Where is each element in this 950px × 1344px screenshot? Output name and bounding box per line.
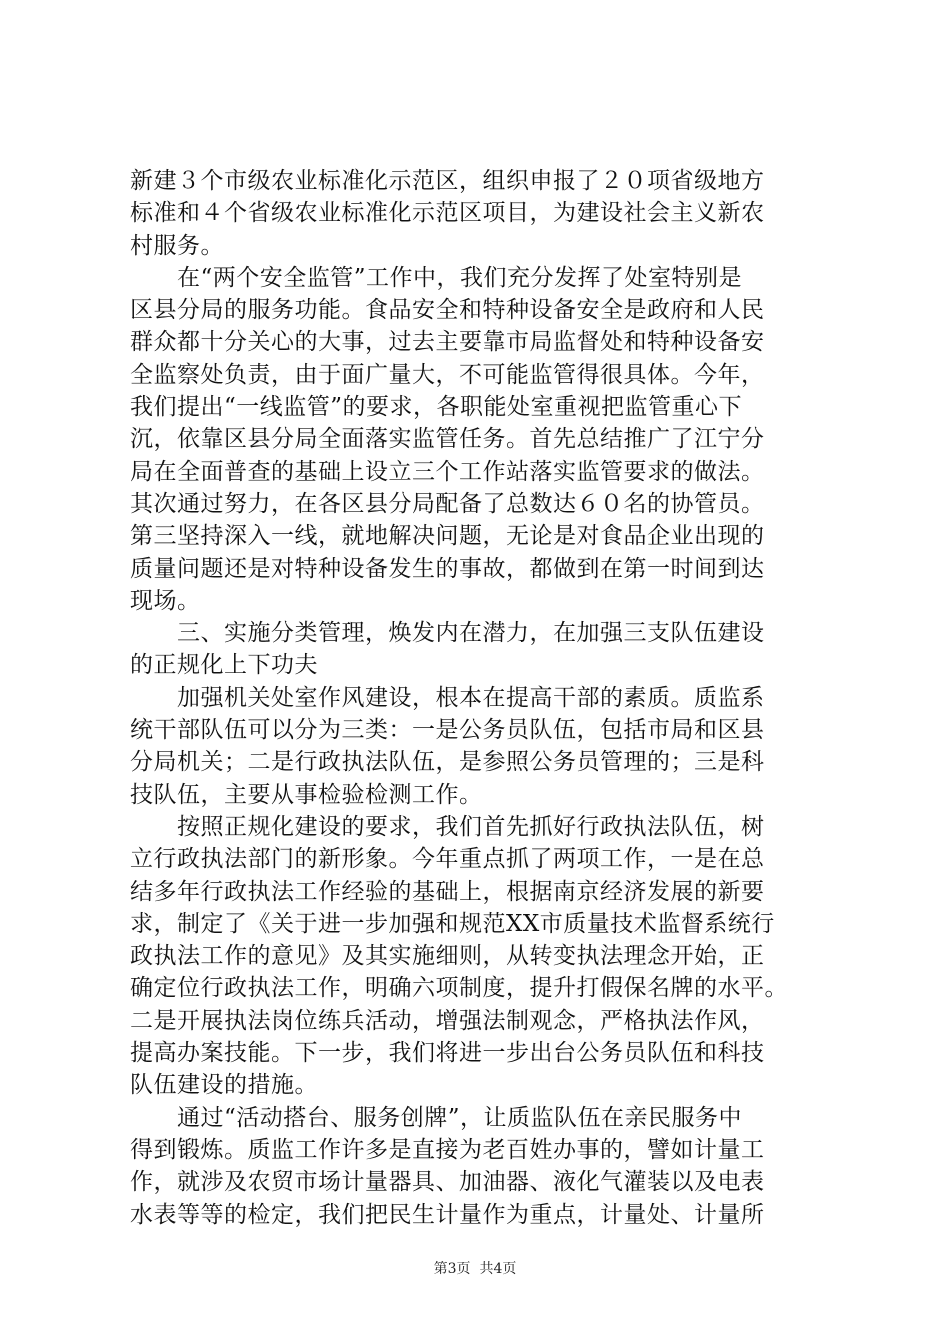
document-body [130,165,840,1231]
text-line: 第三坚持深入一线，就地解决问题，无论是对食品企业出现的 [130,523,765,550]
section-heading-line: 的正规化上下功夫 [130,652,318,679]
section-heading-line: 三、实施分类管理，焕发内在潜力，在加强三支队伍建设 [130,620,765,647]
text-line: 质量问题还是对特种设备发生的事故，都做到在第一时间到达 [130,555,765,582]
text-line: 通过“活动搭台、服务创牌”，让质监队伍在亲民服务中 [130,1104,743,1131]
text-line: 在“两个安全监管”工作中，我们充分发挥了处室特别是 [130,264,743,291]
text-line: 局在全面普查的基础上设立三个工作站落实监管要求的做法。 [130,458,765,485]
text-line: 分局机关；二是行政执法队伍，是参照公务员管理的；三是科 [130,749,765,776]
text-line: 现场。 [130,587,201,614]
page-number-footer: 第3页 共4页 [433,1261,517,1277]
text-line: 政执法工作的意见》及其实施细则，从转变执法理念开始，正 [130,943,765,970]
text-line: 作，就涉及农贸市场计量器具、加油器、液化气灌装以及电表 [130,1169,765,1196]
text-line: 村服务。 [130,232,224,259]
text-line: 标准和４个省级农业标准化示范区项目，为建设社会主义新农 [130,200,765,227]
text-line: 群众都十分关心的大事，过去主要靠市局监督处和特种设备安 [130,329,765,356]
text-line: 加强机关处室作风建设，根本在提高干部的素质。质监系 [130,684,765,711]
text-line: 求，制定了《关于进一步加强和规范XX市质量技术监督系统行 [130,910,775,937]
text-line: 确定位行政执法工作，明确六项制度，提升打假保名牌的水平。 [130,975,788,1002]
text-line: 区县分局的服务功能。食品安全和特种设备安全是政府和人民 [130,297,765,324]
text-line: 立行政执法部门的新形象。今年重点抓了两项工作，一是在总 [130,846,765,873]
text-line: 按照正规化建设的要求，我们首先抓好行政执法队伍，树 [130,813,765,840]
text-line: 队伍建设的措施。 [130,1072,318,1099]
text-line: 我们提出“一线监管”的要求，各职能处室重视把监管重心下 [130,394,743,421]
text-line: 全监察处负责，由于面广量大，不可能监管得很具体。今年， [130,361,765,388]
text-line: 其次通过努力，在各区县分局配备了总数达６０名的协管员。 [130,490,765,517]
text-line: 统干部队伍可以分为三类：一是公务员队伍，包括市局和区县 [130,717,765,744]
text-line: 提高办案技能。下一步，我们将进一步出台公务员队伍和科技 [130,1040,765,1067]
text-line: 得到锻炼。质监工作许多是直接为老百姓办事的，譬如计量工 [130,1136,765,1163]
text-line: 水表等等的检定，我们把民生计量作为重点，计量处、计量所 [130,1201,765,1228]
text-line: 沉，依靠区县分局全面落实监管任务。首先总结推广了江宁分 [130,426,765,453]
text-line: 新建３个市级农业标准化示范区，组织申报了２０项省级地方 [130,168,765,194]
text-line: 二是开展执法岗位练兵活动，增强法制观念，严格执法作风， [130,1007,765,1034]
text-line: 结多年行政执法工作经验的基础上，根据南京经济发展的新要 [130,878,765,905]
text-line: 技队伍，主要从事检验检测工作。 [130,781,483,808]
